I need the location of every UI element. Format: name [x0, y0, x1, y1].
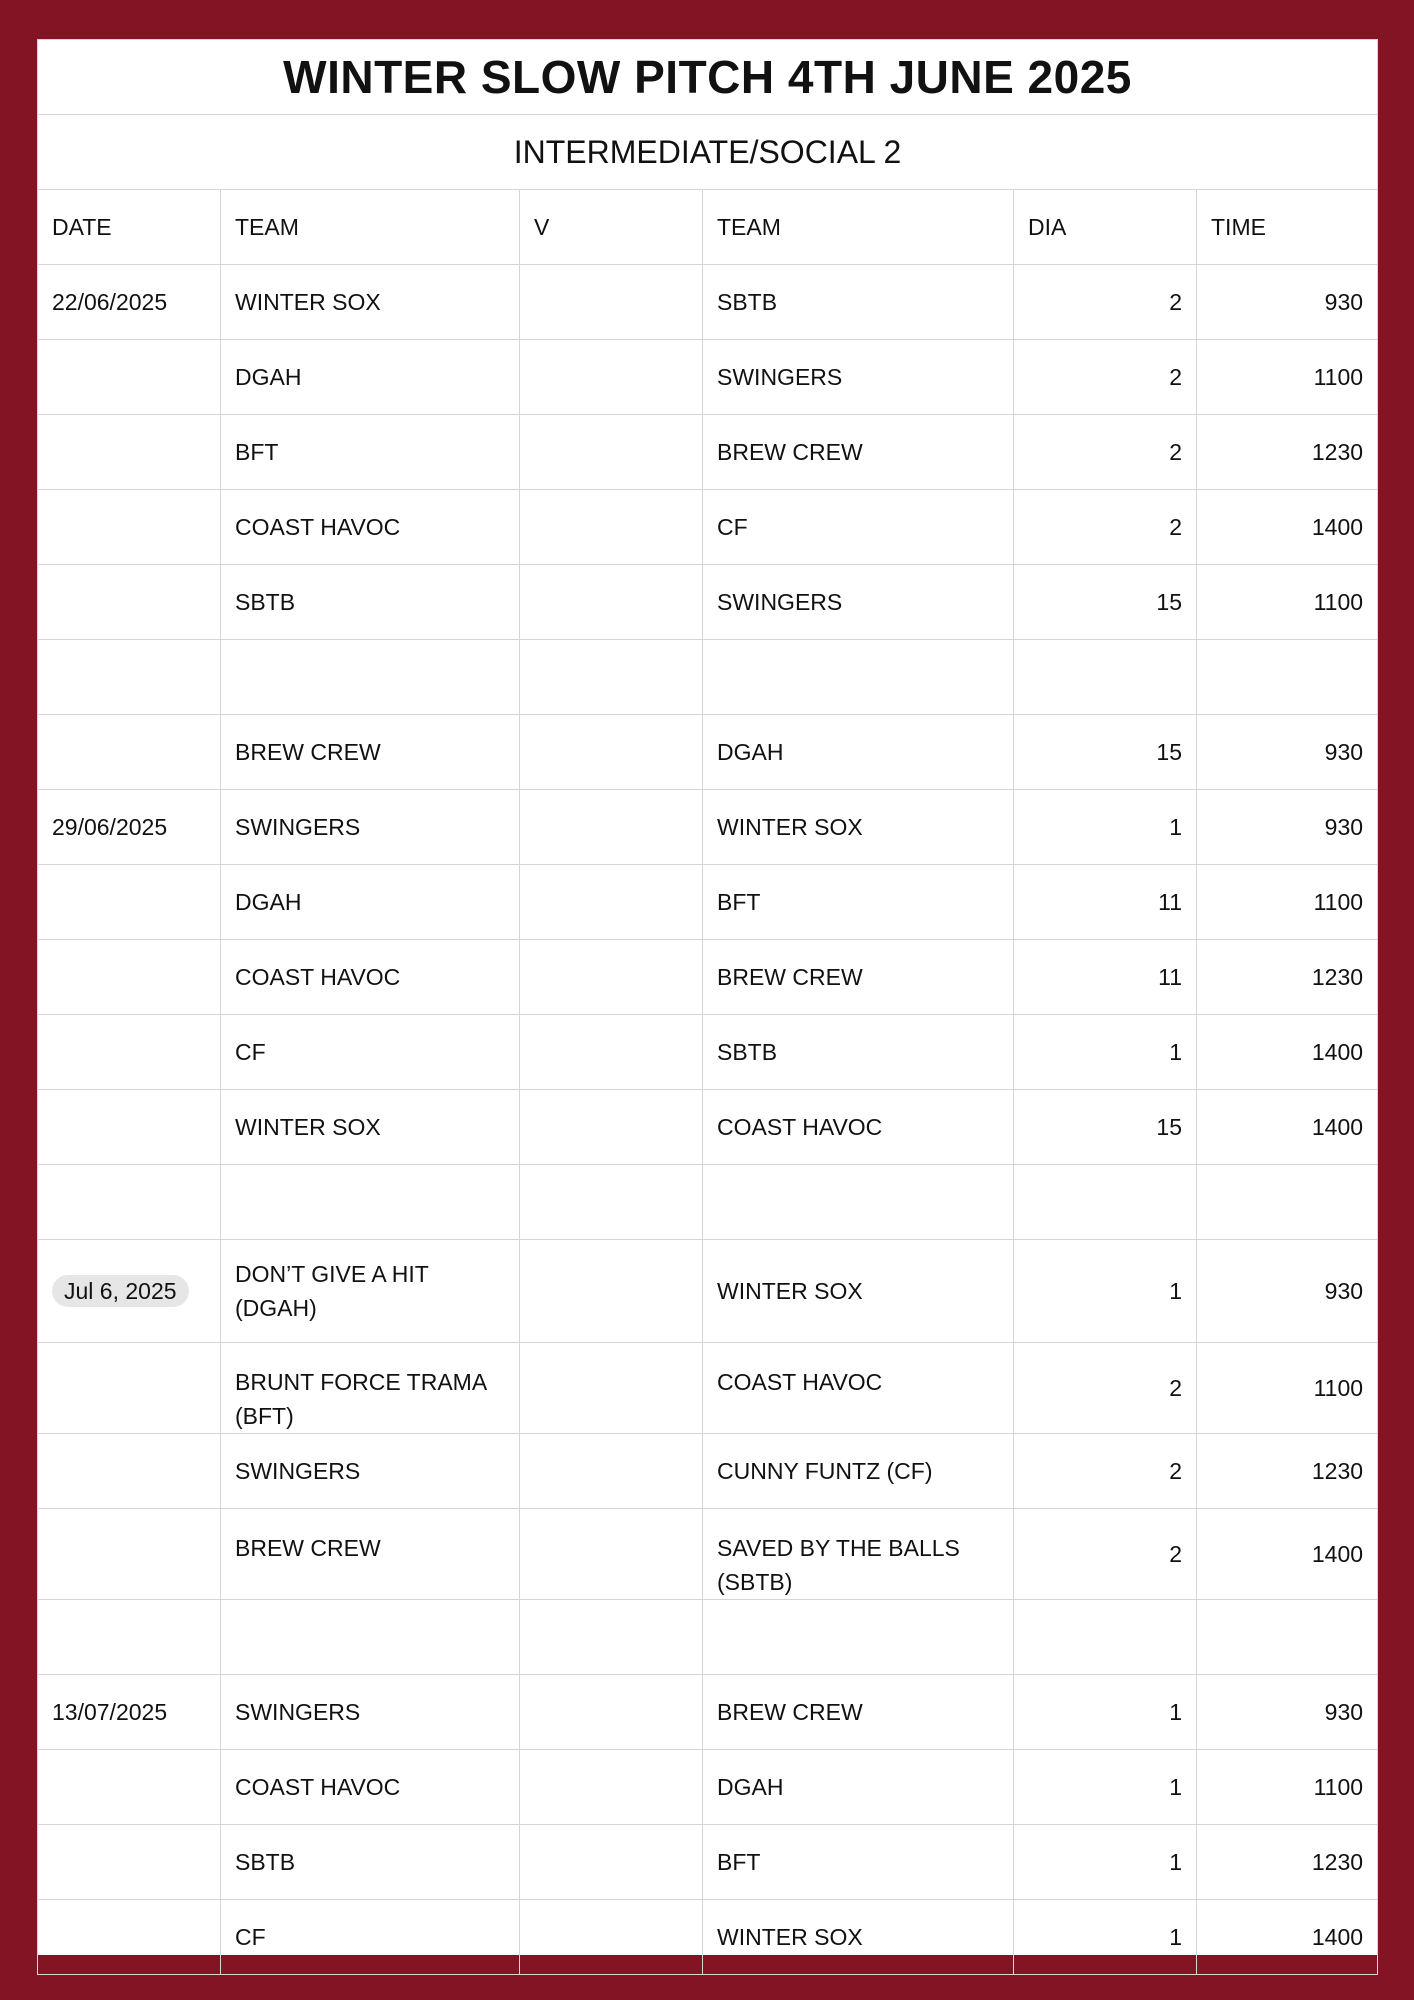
- cell-diamond: 11: [1014, 940, 1197, 1015]
- cell-team-home: DGAH: [221, 865, 520, 940]
- division-subtitle: INTERMEDIATE/SOCIAL 2: [38, 115, 1378, 190]
- cell-date: [38, 1240, 221, 1343]
- cell-time: 1100: [1197, 1343, 1378, 1434]
- table-row: [38, 1675, 1378, 1750]
- table-row: [38, 415, 1378, 490]
- cell-team-home: CF: [221, 1900, 520, 1975]
- cell-team-home: SWINGERS: [221, 1675, 520, 1750]
- cell-versus: [520, 565, 703, 640]
- cell-time: 1100: [1197, 565, 1378, 640]
- cell-time: 930: [1197, 265, 1378, 340]
- schedule-sheet: [37, 39, 1377, 1955]
- cell-team-home: WINTER SOX: [221, 1090, 520, 1165]
- cell-time: 1230: [1197, 1434, 1378, 1509]
- table-row: [38, 715, 1378, 790]
- cell-date: [38, 1015, 221, 1090]
- cell-team-home: DGAH: [221, 340, 520, 415]
- cell-versus: [520, 1090, 703, 1165]
- table-row: [38, 1434, 1378, 1509]
- cell-date: [38, 565, 221, 640]
- cell-date: [38, 1750, 221, 1825]
- fixture-table: [37, 39, 1378, 1975]
- cell-date: [38, 1165, 221, 1240]
- cell-team-away: BREW CREW: [703, 940, 1014, 1015]
- cell-time: 1230: [1197, 940, 1378, 1015]
- cell-date: [38, 715, 221, 790]
- cell-time: 930: [1197, 1675, 1378, 1750]
- cell-diamond: 2: [1014, 1434, 1197, 1509]
- cell-date: [38, 1900, 221, 1975]
- cell-date: [38, 1509, 221, 1600]
- cell-versus: [520, 1900, 703, 1975]
- cell-team-away: WINTER SOX: [703, 1240, 1014, 1343]
- cell-team-away: [703, 1600, 1014, 1675]
- cell-diamond: [1014, 640, 1197, 715]
- table-row: [38, 265, 1378, 340]
- cell-diamond: 2: [1014, 490, 1197, 565]
- header-diamond: DIA: [1014, 190, 1197, 265]
- cell-team-away: SAVED BY THE BALLS (SBTB): [703, 1509, 1014, 1600]
- cell-team-away: WINTER SOX: [703, 1900, 1014, 1975]
- cell-date: [38, 1343, 221, 1434]
- cell-diamond: 1: [1014, 1825, 1197, 1900]
- cell-versus: [520, 940, 703, 1015]
- cell-team-home: WINTER SOX: [221, 265, 520, 340]
- table-row: [38, 565, 1378, 640]
- table-row: [38, 1900, 1378, 1975]
- table-row: [38, 1015, 1378, 1090]
- cell-time: 930: [1197, 715, 1378, 790]
- cell-time: 1100: [1197, 340, 1378, 415]
- cell-team-away: SWINGERS: [703, 565, 1014, 640]
- cell-team-away: BFT: [703, 865, 1014, 940]
- table-row: [38, 340, 1378, 415]
- cell-team-away: SBTB: [703, 265, 1014, 340]
- cell-diamond: 1: [1014, 1015, 1197, 1090]
- date-chip: Jul 6, 2025: [52, 1275, 189, 1307]
- cell-time: 1400: [1197, 490, 1378, 565]
- cell-time: 1400: [1197, 1900, 1378, 1975]
- table-row: [38, 1090, 1378, 1165]
- header-team-away: TEAM: [703, 190, 1014, 265]
- cell-team-home: BREW CREW: [221, 715, 520, 790]
- table-row: [38, 1240, 1378, 1343]
- cell-team-home: COAST HAVOC: [221, 490, 520, 565]
- cell-versus: [520, 865, 703, 940]
- cell-diamond: [1014, 1165, 1197, 1240]
- cell-date: [38, 1090, 221, 1165]
- cell-team-away: BFT: [703, 1825, 1014, 1900]
- cell-date: [38, 640, 221, 715]
- cell-team-away: DGAH: [703, 1750, 1014, 1825]
- table-row: [38, 1509, 1378, 1600]
- cell-diamond: 15: [1014, 1090, 1197, 1165]
- header-row: [38, 190, 1378, 265]
- cell-diamond: 1: [1014, 790, 1197, 865]
- cell-team-home: [221, 640, 520, 715]
- cell-time: [1197, 1600, 1378, 1675]
- cell-time: 930: [1197, 1240, 1378, 1343]
- title-row: [38, 40, 1378, 115]
- cell-team-away: CF: [703, 490, 1014, 565]
- cell-team-home: COAST HAVOC: [221, 940, 520, 1015]
- cell-team-home: SWINGERS: [221, 790, 520, 865]
- cell-versus: [520, 490, 703, 565]
- page-title: WINTER SLOW PITCH 4TH JUNE 2025: [38, 40, 1378, 115]
- cell-versus: [520, 1600, 703, 1675]
- table-row: [38, 1343, 1378, 1434]
- cell-date: [38, 1434, 221, 1509]
- cell-time: [1197, 1165, 1378, 1240]
- cell-diamond: 15: [1014, 565, 1197, 640]
- cell-date: 13/07/2025: [38, 1675, 221, 1750]
- cell-versus: [520, 340, 703, 415]
- cell-diamond: 1: [1014, 1900, 1197, 1975]
- cell-diamond: 2: [1014, 1509, 1197, 1600]
- cell-time: 1100: [1197, 865, 1378, 940]
- header-date: DATE: [38, 190, 221, 265]
- table-row: [38, 640, 1378, 715]
- cell-diamond: 2: [1014, 415, 1197, 490]
- cell-date: [38, 1600, 221, 1675]
- cell-team-away: SWINGERS: [703, 340, 1014, 415]
- cell-team-away: BREW CREW: [703, 415, 1014, 490]
- cell-diamond: 2: [1014, 1343, 1197, 1434]
- cell-versus: [520, 1675, 703, 1750]
- cell-diamond: 1: [1014, 1240, 1197, 1343]
- cell-time: [1197, 640, 1378, 715]
- cell-time: 930: [1197, 790, 1378, 865]
- cell-diamond: 11: [1014, 865, 1197, 940]
- cell-diamond: 1: [1014, 1675, 1197, 1750]
- cell-time: 1400: [1197, 1090, 1378, 1165]
- table-row: [38, 865, 1378, 940]
- cell-versus: [520, 715, 703, 790]
- header-versus: V: [520, 190, 703, 265]
- cell-team-home: BFT: [221, 415, 520, 490]
- cell-versus: [520, 265, 703, 340]
- table-row: [38, 1750, 1378, 1825]
- subtitle-row: [38, 115, 1378, 190]
- table-row: [38, 790, 1378, 865]
- cell-date: [38, 340, 221, 415]
- cell-versus: [520, 640, 703, 715]
- cell-team-away: COAST HAVOC: [703, 1090, 1014, 1165]
- cell-time: 1400: [1197, 1015, 1378, 1090]
- table-row: [38, 940, 1378, 1015]
- cell-team-away: CUNNY FUNTZ (CF): [703, 1434, 1014, 1509]
- cell-date: [38, 940, 221, 1015]
- cell-versus: [520, 1509, 703, 1600]
- cell-team-home: DON’T GIVE A HIT (DGAH): [221, 1240, 520, 1343]
- cell-team-away: COAST HAVOC: [703, 1343, 1014, 1434]
- cell-team-home: COAST HAVOC: [221, 1750, 520, 1825]
- cell-versus: [520, 1343, 703, 1434]
- table-row: [38, 1600, 1378, 1675]
- cell-team-away: WINTER SOX: [703, 790, 1014, 865]
- cell-team-away: BREW CREW: [703, 1675, 1014, 1750]
- cell-date: 22/06/2025: [38, 265, 221, 340]
- cell-diamond: 15: [1014, 715, 1197, 790]
- table-row: [38, 490, 1378, 565]
- cell-team-home: SWINGERS: [221, 1434, 520, 1509]
- cell-versus: [520, 1434, 703, 1509]
- cell-team-home: BRUNT FORCE TRAMA (BFT): [221, 1343, 520, 1434]
- header-team-home: TEAM: [221, 190, 520, 265]
- cell-versus: [520, 415, 703, 490]
- cell-versus: [520, 790, 703, 865]
- cell-team-away: DGAH: [703, 715, 1014, 790]
- cell-team-home: CF: [221, 1015, 520, 1090]
- cell-time: 1100: [1197, 1750, 1378, 1825]
- cell-team-home: BREW CREW: [221, 1509, 520, 1600]
- cell-team-away: SBTB: [703, 1015, 1014, 1090]
- cell-team-home: [221, 1165, 520, 1240]
- cell-team-home: SBTB: [221, 1825, 520, 1900]
- cell-time: 1230: [1197, 415, 1378, 490]
- cell-diamond: [1014, 1600, 1197, 1675]
- cell-date: [38, 490, 221, 565]
- cell-versus: [520, 1825, 703, 1900]
- cell-date: [38, 1825, 221, 1900]
- cell-date: 29/06/2025: [38, 790, 221, 865]
- cell-team-home: [221, 1600, 520, 1675]
- cell-versus: [520, 1015, 703, 1090]
- table-row: [38, 1825, 1378, 1900]
- cell-time: 1230: [1197, 1825, 1378, 1900]
- table-row: [38, 1165, 1378, 1240]
- cell-team-away: [703, 1165, 1014, 1240]
- cell-time: 1400: [1197, 1509, 1378, 1600]
- cell-date: [38, 865, 221, 940]
- cell-diamond: 2: [1014, 340, 1197, 415]
- cell-versus: [520, 1240, 703, 1343]
- header-time: TIME: [1197, 190, 1378, 265]
- cell-versus: [520, 1750, 703, 1825]
- cell-team-away: [703, 640, 1014, 715]
- cell-team-home: SBTB: [221, 565, 520, 640]
- cell-diamond: 1: [1014, 1750, 1197, 1825]
- cell-date: [38, 415, 221, 490]
- cell-diamond: 2: [1014, 265, 1197, 340]
- cell-versus: [520, 1165, 703, 1240]
